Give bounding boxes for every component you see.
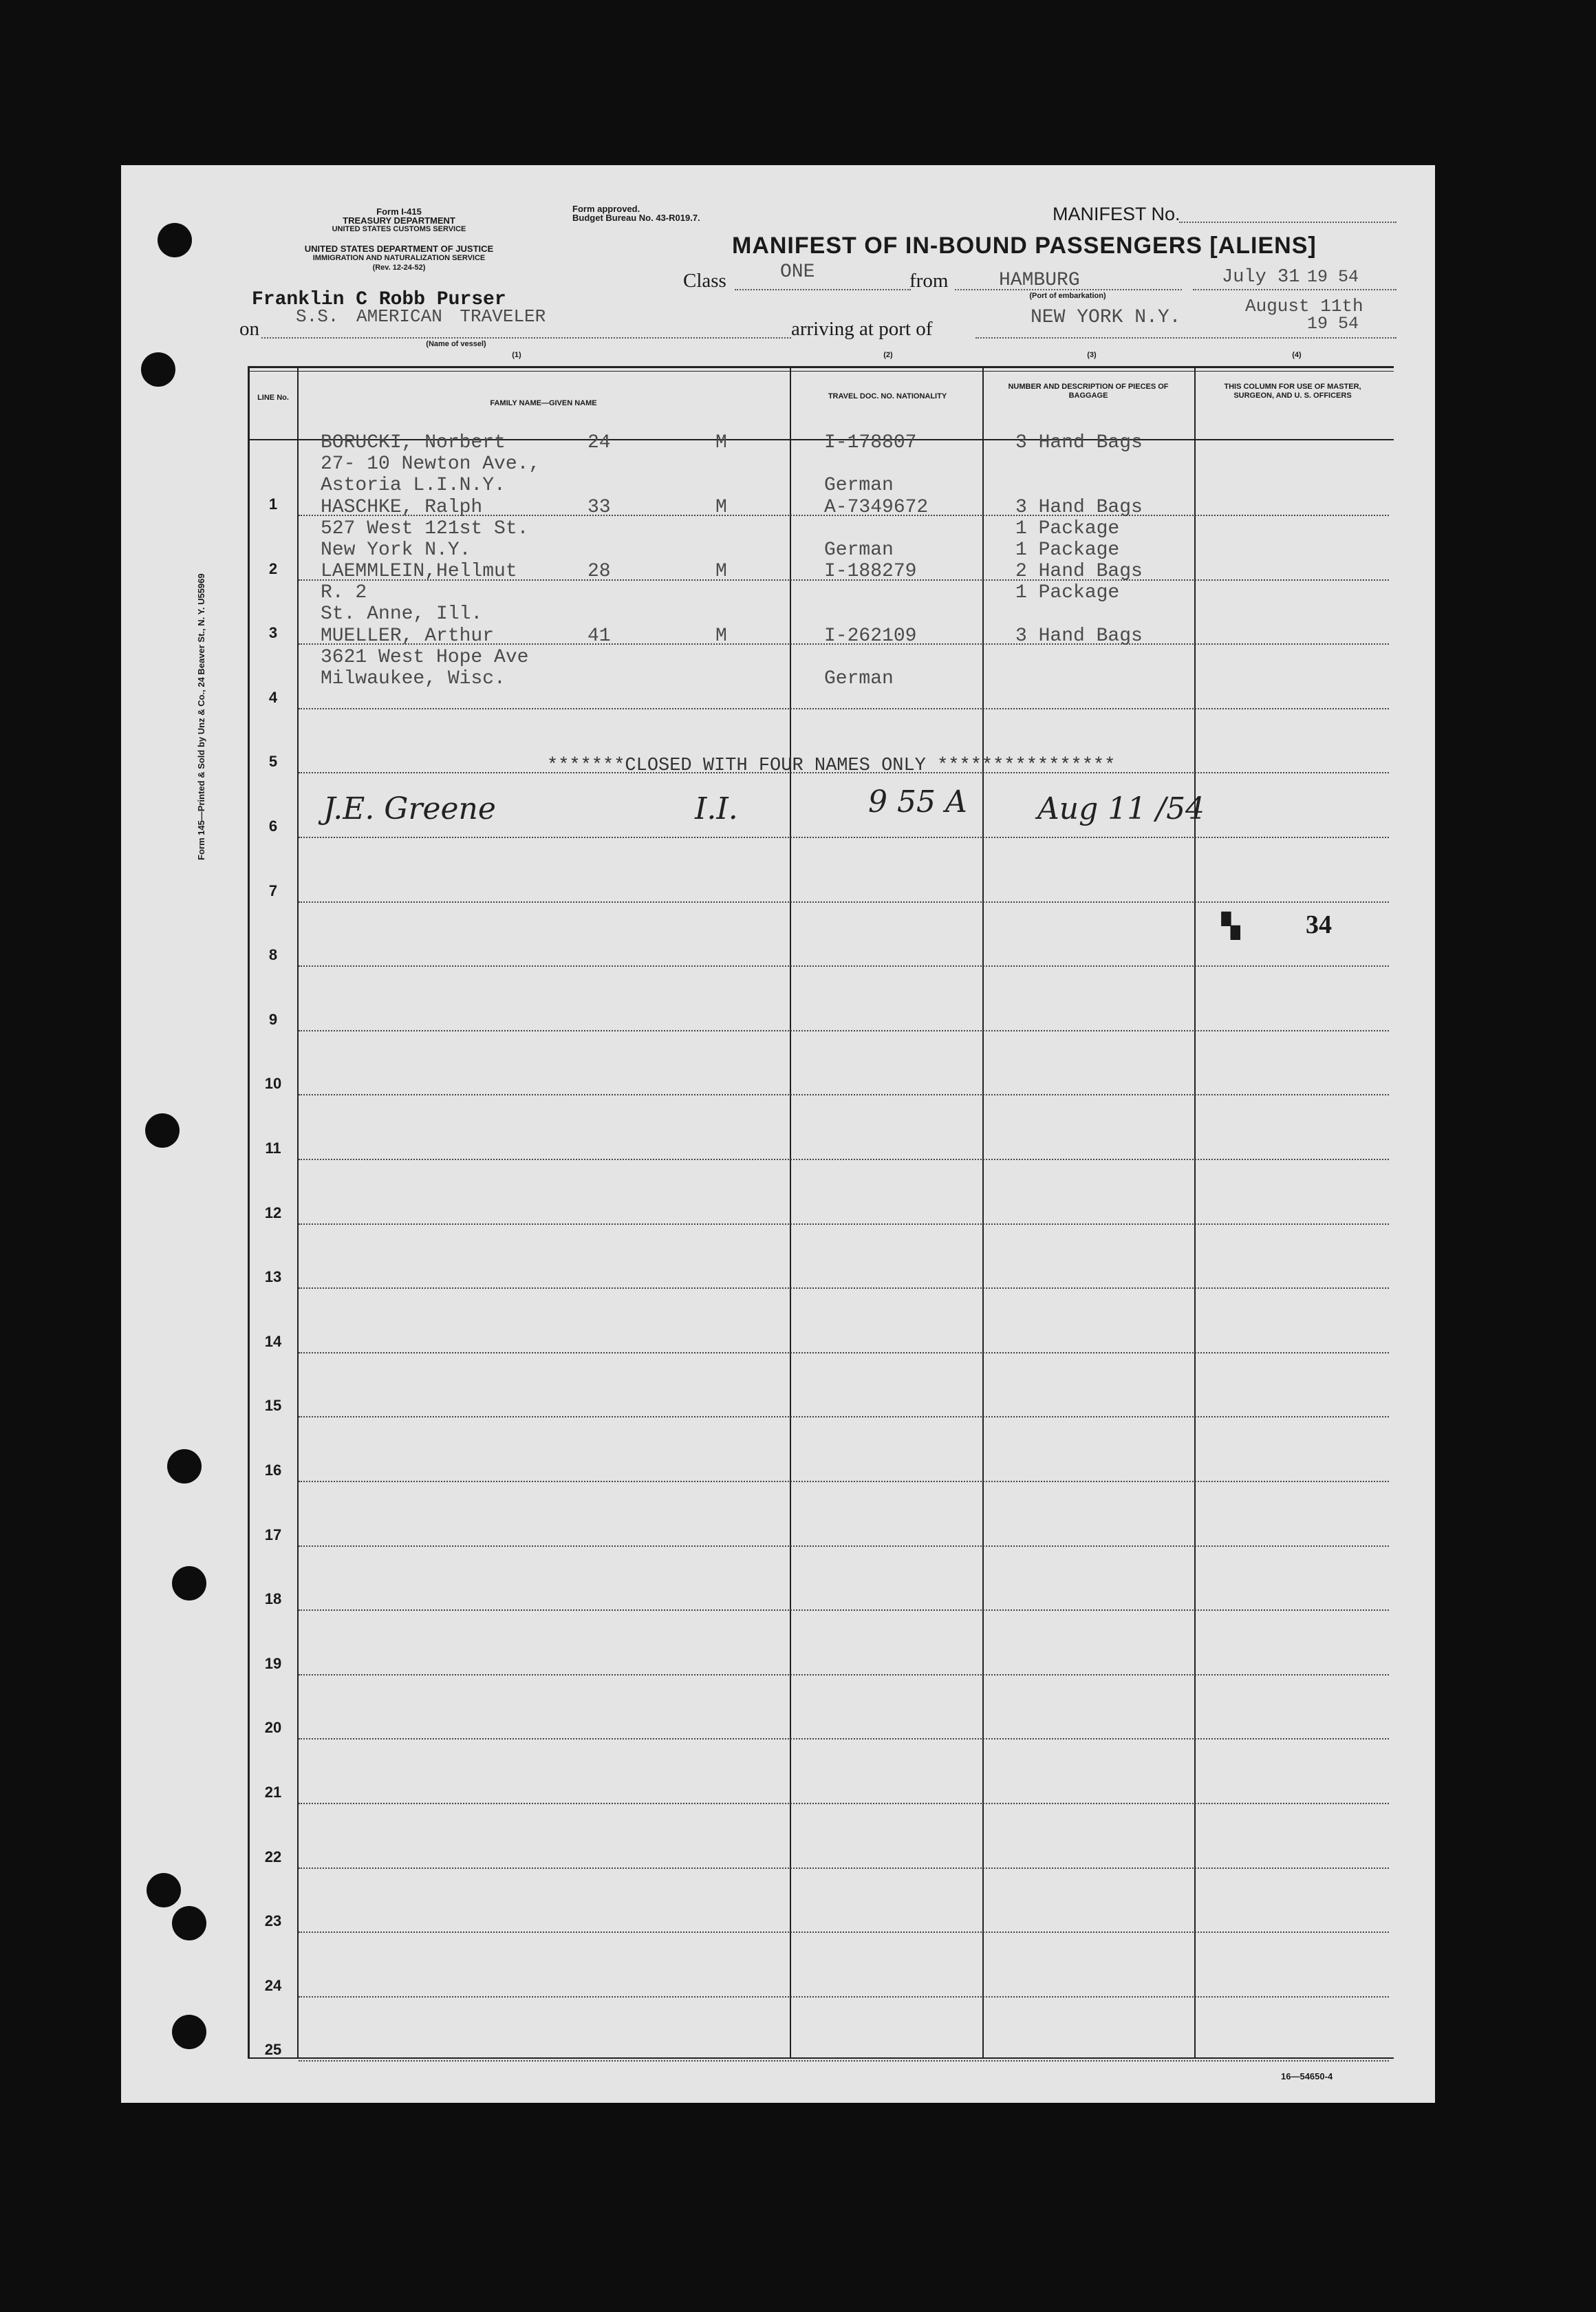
row-line [299,1287,1389,1289]
customs-service: UNITED STATES CUSTOMS SERVICE [332,225,466,233]
row-line [299,1352,1389,1353]
col-divider-2 [790,367,791,2059]
vessel-caption: (Name of vessel) [426,340,486,348]
head-travel-doc: TRAVEL DOC. NO. NATIONALITY [828,392,947,400]
row-line [299,1609,1389,1611]
row-line [299,1674,1389,1676]
nationality: German [824,475,894,496]
row-line [299,965,1389,967]
line-number: 4 [268,688,278,706]
head-family-name: FAMILY NAME—GIVEN NAME [490,399,597,407]
passenger-name: HASCHKE, Ralph [321,496,483,518]
form-number: Form I-415 [376,206,422,217]
passenger-age: 24 [587,432,611,453]
passenger-sex: M [715,496,727,518]
line-number: 2 [268,559,278,577]
row-line [299,1738,1389,1740]
row-line [299,1996,1389,1998]
line-number: 20 [264,1719,282,1737]
baggage-line1: 3 Hand Bags [1015,625,1143,647]
punch-hole [158,223,192,257]
col-divider-4 [1194,367,1196,2059]
justice-dept: UNITED STATES DEPARTMENT OF JUSTICE [304,244,494,254]
line-number: 1 [268,495,278,513]
head-line-no: LINE No. [257,394,289,402]
passenger-name: BORUCKI, Norbert [321,432,506,453]
punch-hole [172,1906,206,1940]
passenger-address-line1: 527 West 121st St. [321,517,529,539]
line-number: 17 [264,1526,282,1543]
inspector-initials: I.I. [695,791,738,826]
col-index-2: (2) [883,351,893,359]
passenger-address-line2: Milwaukee, Wisc. [321,667,506,689]
col-divider-3 [982,367,984,2059]
passenger-sex: M [715,432,727,453]
date-from-line [1193,289,1396,290]
line-number: 21 [264,1784,282,1801]
class-line [735,289,911,290]
baggage-line2: 1 Package [1015,582,1120,604]
row-line [299,1931,1389,1933]
line-number: 10 [264,1075,282,1093]
table-top-rule-2 [248,371,1394,372]
vessel-name: S.S. AMERICAN TRAVELER [296,306,546,327]
line-number: 9 [268,1010,278,1028]
passenger-name: LAEMMLEIN,Hellmut [321,561,517,583]
line-number: 25 [264,2041,282,2059]
passenger-sex: M [715,561,727,583]
punch-hole [167,1449,202,1484]
line-number: 7 [268,881,278,899]
manifest-no-label: MANIFEST No. [1053,204,1180,224]
passenger-address-line2: St. Anne, Ill. [321,603,483,625]
col-index-1: (1) [512,351,521,359]
from-caption: (Port of embarkation) [1029,292,1106,300]
inspection-date: Aug 11 /54 [1037,791,1205,826]
row-line [299,1416,1389,1417]
baggage-line1: 3 Hand Bags [1015,432,1143,453]
class-value: ONE [780,261,815,283]
row-line [299,1867,1389,1869]
table-top-rule [248,366,1394,368]
row-line [299,1481,1389,1482]
table-bottom-rule [248,2057,1394,2059]
passenger-sex: M [715,625,727,647]
form-approved: Form approved. [572,204,640,214]
printer-imprint: Form 145—Printed & Sold by Unz & Co., 24 Beaver St., N. Y. U55969 [196,573,206,860]
inspector-signature: J.E. Greene [323,791,496,826]
line-number: 23 [264,1912,282,1930]
from-value: HAMBURG [999,270,1080,291]
page-mark-icon: ▚ [1222,913,1240,939]
revision: (Rev. 12-24-52) [372,264,426,272]
passenger-address-line2: New York N.Y. [321,539,471,561]
passenger-address-line1: 3621 West Hope Ave [321,646,529,668]
arriving-label: arriving at port of [791,318,933,340]
punch-hole [141,352,175,387]
line-number: 8 [268,946,278,964]
passenger-age: 33 [587,496,611,518]
baggage-line1: 2 Hand Bags [1015,561,1143,583]
line-number: 12 [264,1203,282,1221]
travel-doc-number: I-178807 [824,432,917,453]
row-line [299,1159,1389,1160]
passenger-address-line1: 27- 10 Newton Ave., [321,453,541,475]
col-index-3: (3) [1087,351,1097,359]
purser: Franklin C Robb Purser [252,289,506,310]
passenger-name: MUELLER, Arthur [321,625,495,647]
line-number: 15 [264,1397,282,1415]
row-line [299,1803,1389,1804]
line-number: 24 [264,1976,282,1994]
travel-doc-number: I-188279 [824,561,917,583]
line-number: 16 [264,1462,282,1479]
row-line [299,901,1389,903]
page-number: 34 [1306,910,1332,939]
head-baggage: NUMBER AND DESCRIPTION OF PIECES OF BAGGAGE [1008,383,1169,400]
from-label: from [909,270,949,292]
port-name: NEW YORK N.Y. [1031,307,1181,328]
footer-code: 16—54650-4 [1281,2071,1333,2081]
row-line [299,1545,1389,1547]
manifest-page [121,165,1435,2103]
col-divider-left [248,367,250,2059]
line-number: 14 [264,1332,282,1350]
passenger-address-line2: Astoria L.I.N.Y. [321,475,506,496]
manifest-title: MANIFEST OF IN-BOUND PASSENGERS [ALIENS] [732,233,1317,259]
vessel-line [261,337,791,339]
manifest-no-line [1179,222,1396,223]
col-divider-1 [297,367,299,2059]
travel-doc-number: I-262109 [824,625,917,647]
row-line [299,837,1389,838]
line-number: 19 [264,1654,282,1672]
punch-hole [172,2015,206,2049]
travel-doc-number: A-7349672 [824,496,929,518]
line-number: 13 [264,1268,282,1286]
date-to-year: 19 54 [1307,314,1359,334]
class-label: Class [683,270,726,292]
baggage-line1: 3 Hand Bags [1015,496,1143,518]
punch-hole [145,1113,180,1148]
ins-service: IMMIGRATION AND NATURALIZATION SERVICE [312,254,486,262]
line-number: 11 [265,1139,281,1157]
punch-hole [147,1873,181,1907]
col-index-4: (4) [1292,351,1302,359]
passenger-address-line1: R. 2 [321,582,367,604]
row-line [299,708,1389,709]
row-line [299,1223,1389,1225]
line-number: 22 [264,1848,282,1865]
date-from-year: 19 54 [1307,267,1359,287]
date-from: July 31 [1222,267,1300,288]
treasury-dept: TREASURY DEPARTMENT [343,215,455,226]
nationality: German [824,667,894,689]
on-label: on [239,318,259,340]
passenger-age: 28 [587,561,611,583]
line-number: 3 [268,624,278,642]
nationality: German [824,539,894,561]
budget-bureau: Budget Bureau No. 43-R019.7. [572,213,700,223]
row-line [299,2060,1389,2062]
date-to: August 11th [1245,296,1363,317]
line-number: 18 [264,1590,282,1608]
punch-hole [172,1566,206,1601]
line-number: 6 [268,817,278,835]
row-line [299,1094,1389,1095]
head-officers: THIS COLUMN FOR USE OF MASTER, SURGEON, AND U. S. OFFICERS [1224,383,1361,400]
passenger-age: 41 [587,625,611,647]
inspection-time: 9 55 A [868,784,967,820]
closed-note: *******CLOSED WITH FOUR NAMES ONLY **************** [547,756,1116,776]
baggage-line3: 1 Package [1015,539,1120,561]
line-number: 5 [268,753,278,771]
port-line [975,337,1396,339]
row-line [299,1030,1389,1031]
baggage-line2: 1 Package [1015,517,1120,539]
